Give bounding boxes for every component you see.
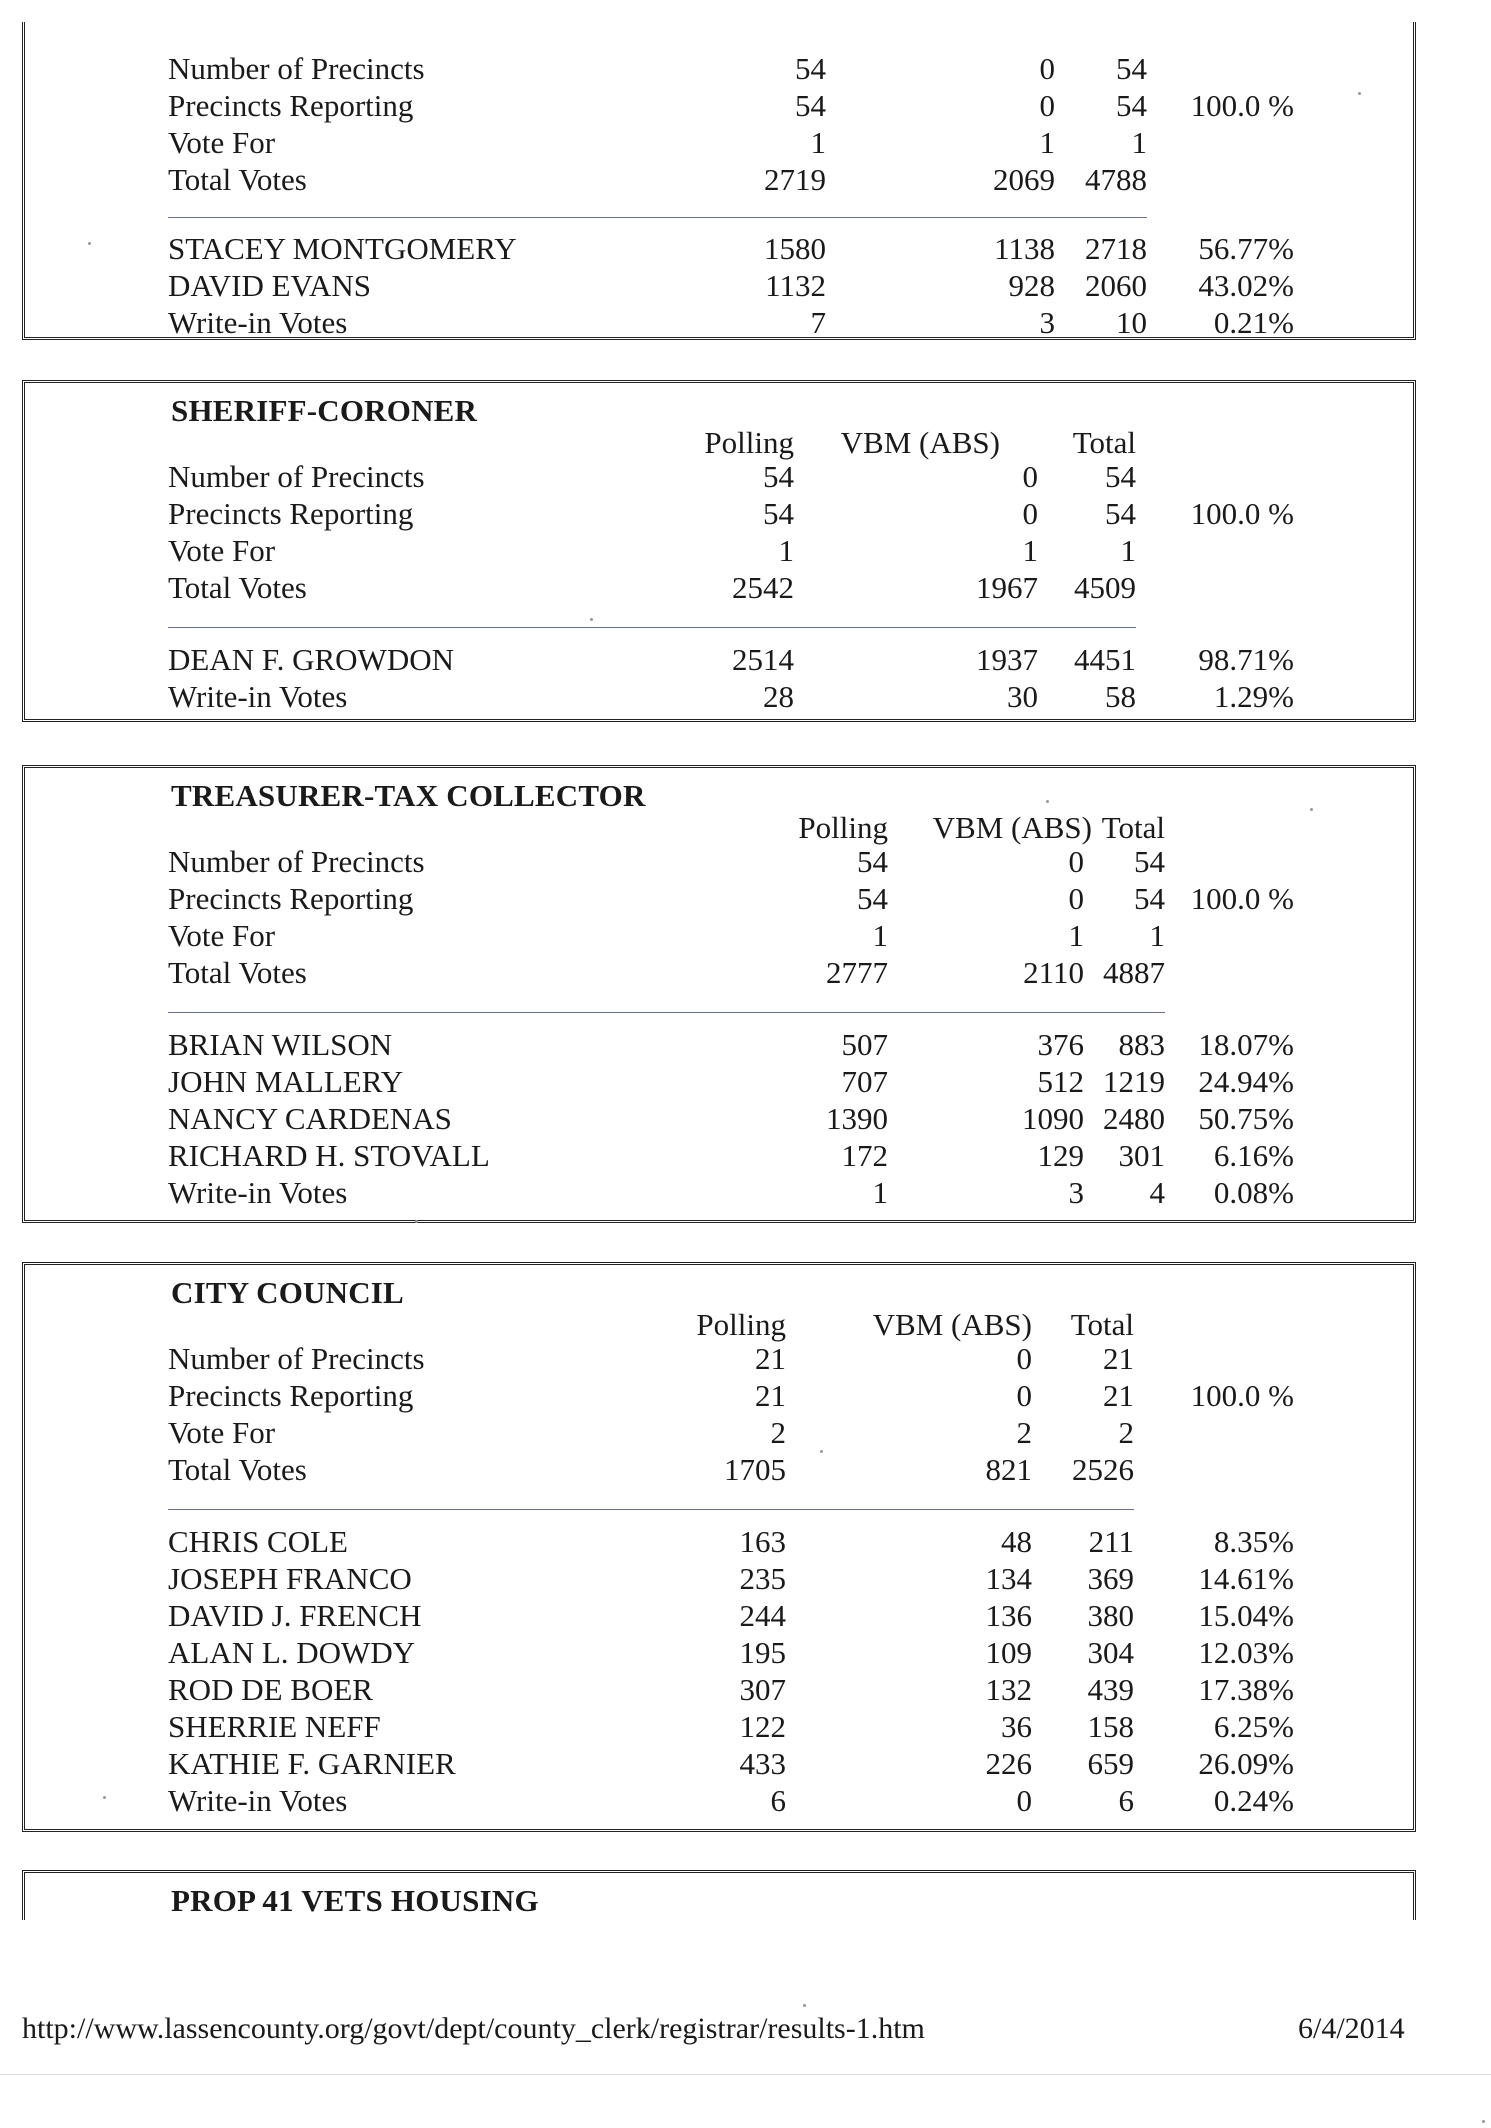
vbm-value: 0	[1039, 51, 1055, 86]
polling-value: 1	[778, 533, 794, 568]
percent-value: 0.08%	[1213, 1175, 1294, 1210]
percent-value: 100.0 %	[1190, 881, 1294, 916]
candidate-row	[25, 642, 1413, 679]
polling-value: 1	[872, 1175, 888, 1210]
row-label: Total Votes	[168, 162, 307, 197]
percent-value: 18.07%	[1198, 1027, 1294, 1062]
total-value: 883	[1118, 1027, 1165, 1062]
stat-row	[25, 1415, 1413, 1452]
candidate-row	[25, 1635, 1413, 1672]
race-title: TREASURER-TAX COLLECTOR	[171, 778, 646, 813]
vbm-value: 1967	[976, 570, 1038, 605]
candidate-row	[25, 268, 1413, 305]
percent-value: 17.38%	[1198, 1672, 1294, 1707]
scan-speck	[803, 2004, 806, 2007]
row-label: Vote For	[168, 533, 276, 568]
vbm-value: 0	[1016, 1378, 1032, 1413]
stat-row	[25, 496, 1413, 533]
row-label: Precincts Reporting	[168, 88, 414, 123]
vbm-value: 512	[1037, 1064, 1084, 1099]
polling-value: 1580	[764, 231, 826, 266]
row-label: SHERRIE NEFF	[168, 1709, 381, 1744]
percent-value: 0.24%	[1213, 1783, 1294, 1818]
candidate-row	[25, 1783, 1413, 1820]
candidate-row	[25, 1027, 1413, 1064]
total-value: 439	[1087, 1672, 1134, 1707]
polling-value: 707	[841, 1064, 888, 1099]
scan-speck	[1358, 92, 1361, 95]
total-value: 2718	[1085, 231, 1147, 266]
stat-row	[25, 1378, 1413, 1415]
polling-value: 163	[739, 1524, 786, 1559]
vbm-value: 0	[1022, 459, 1038, 494]
percent-value: 6.16%	[1213, 1138, 1294, 1173]
race-title: CITY COUNCIL	[171, 1275, 404, 1310]
vbm-value: 30	[1007, 679, 1038, 714]
total-value: 158	[1087, 1709, 1134, 1744]
race-section	[22, 1262, 1416, 1832]
candidate-row	[25, 679, 1413, 716]
percent-value: 1.29%	[1213, 679, 1294, 714]
row-label: Total Votes	[168, 955, 307, 990]
polling-value: 7	[810, 305, 826, 340]
vbm-value: 3	[1039, 305, 1055, 340]
total-value: 659	[1087, 1746, 1134, 1781]
vbm-value: 109	[985, 1635, 1032, 1670]
column-headers	[25, 1307, 1413, 1344]
polling-value: 1	[810, 125, 826, 160]
polling-value: 172	[841, 1138, 888, 1173]
total-value: 4887	[1103, 955, 1165, 990]
page-bottom-rule	[0, 2074, 1491, 2075]
stat-row	[25, 1452, 1413, 1489]
scan-speck	[415, 1220, 418, 1223]
total-value: 54	[1105, 496, 1136, 531]
percent-value: 100.0 %	[1190, 496, 1294, 531]
stat-row	[25, 125, 1413, 162]
row-label: Write-in Votes	[168, 305, 348, 340]
polling-value: 2719	[764, 162, 826, 197]
total-value: 1	[1149, 918, 1165, 953]
race-section	[22, 1870, 1416, 1920]
row-label: JOSEPH FRANCO	[168, 1561, 412, 1596]
stat-row	[25, 844, 1413, 881]
vbm-value: 821	[985, 1452, 1032, 1487]
vbm-value: 48	[1001, 1524, 1032, 1559]
total-value: 301	[1118, 1138, 1165, 1173]
stat-row	[25, 88, 1413, 125]
scan-speck	[1310, 808, 1313, 811]
row-label: Vote For	[168, 125, 276, 160]
row-label: Number of Precincts	[168, 459, 425, 494]
total-value: 54	[1116, 51, 1147, 86]
vbm-value: 1090	[1022, 1101, 1084, 1136]
stat-row	[25, 881, 1413, 918]
total-value: 58	[1105, 679, 1136, 714]
total-value: 21	[1103, 1341, 1134, 1376]
polling-value: 54	[795, 51, 826, 86]
total-value: 54	[1134, 844, 1165, 879]
header-vbm: VBM (ABS)	[932, 810, 1092, 845]
scan-speck	[820, 1450, 823, 1453]
candidate-row	[25, 1175, 1413, 1212]
stat-row	[25, 459, 1413, 496]
polling-value: 2542	[732, 570, 794, 605]
polling-value: 2777	[826, 955, 888, 990]
vbm-value: 2	[1016, 1415, 1032, 1450]
candidate-row	[25, 1672, 1413, 1709]
vbm-value: 1138	[994, 231, 1055, 266]
vbm-value: 0	[1039, 88, 1055, 123]
row-label: BRIAN WILSON	[168, 1027, 393, 1062]
total-value: 54	[1116, 88, 1147, 123]
race-section	[22, 380, 1416, 722]
row-label: Total Votes	[168, 570, 307, 605]
vbm-value: 0	[1068, 881, 1084, 916]
candidate-row	[25, 1746, 1413, 1783]
separator-rule	[168, 217, 1147, 218]
vbm-value: 0	[1068, 844, 1084, 879]
total-value: 6	[1118, 1783, 1134, 1818]
header-vbm: VBM (ABS)	[872, 1307, 1032, 1342]
row-label: Precincts Reporting	[168, 496, 414, 531]
percent-value: 12.03%	[1198, 1635, 1294, 1670]
header-total: Total	[1101, 810, 1165, 845]
polling-value: 1	[872, 918, 888, 953]
scan-speck	[103, 1796, 106, 1799]
vbm-value: 2110	[1023, 955, 1084, 990]
header-total: Total	[1072, 425, 1136, 460]
vbm-value: 376	[1037, 1027, 1084, 1062]
total-value: 4	[1149, 1175, 1165, 1210]
total-value: 54	[1105, 459, 1136, 494]
separator-rule	[168, 1012, 1165, 1013]
percent-value: 26.09%	[1198, 1746, 1294, 1781]
vbm-value: 928	[1008, 268, 1055, 303]
separator-rule	[168, 627, 1136, 628]
polling-value: 1390	[826, 1101, 888, 1136]
vbm-value: 136	[985, 1598, 1032, 1633]
total-value: 4451	[1074, 642, 1136, 677]
header-polling: Polling	[696, 1307, 786, 1342]
row-label: RICHARD H. STOVALL	[168, 1138, 490, 1173]
row-label: Vote For	[168, 918, 276, 953]
vbm-value: 132	[985, 1672, 1032, 1707]
header-polling: Polling	[704, 425, 794, 460]
polling-value: 54	[857, 881, 888, 916]
vbm-value: 0	[1016, 1783, 1032, 1818]
stat-row	[25, 570, 1413, 607]
polling-value: 21	[755, 1341, 786, 1376]
stat-row	[25, 955, 1413, 992]
stat-row	[25, 162, 1413, 199]
polling-value: 54	[763, 496, 794, 531]
scan-speck	[1046, 800, 1049, 803]
row-label: Number of Precincts	[168, 51, 425, 86]
footer-date: 6/4/2014	[1298, 2012, 1405, 2045]
total-value: 304	[1087, 1635, 1134, 1670]
polling-value: 54	[795, 88, 826, 123]
stat-row	[25, 51, 1413, 88]
percent-value: 6.25%	[1213, 1709, 1294, 1744]
row-label: ALAN L. DOWDY	[168, 1635, 416, 1670]
stat-row	[25, 918, 1413, 955]
row-label: KATHIE F. GARNIER	[168, 1746, 456, 1781]
row-label: DAVID EVANS	[168, 268, 371, 303]
row-label: Number of Precincts	[168, 844, 425, 879]
scan-speck	[88, 242, 91, 245]
vbm-value: 0	[1016, 1341, 1032, 1376]
polling-value: 1132	[765, 268, 826, 303]
percent-value: 0.21%	[1213, 305, 1294, 340]
race-title: SHERIFF-CORONER	[171, 393, 478, 428]
candidate-row	[25, 1064, 1413, 1101]
polling-value: 28	[763, 679, 794, 714]
percent-value: 100.0 %	[1190, 88, 1294, 123]
polling-value: 6	[770, 1783, 786, 1818]
percent-value: 56.77%	[1198, 231, 1294, 266]
stat-row	[25, 1341, 1413, 1378]
scan-speck	[1482, 2120, 1485, 2123]
polling-value: 21	[755, 1378, 786, 1413]
percent-value: 8.35%	[1213, 1524, 1294, 1559]
candidate-row	[25, 305, 1413, 342]
percent-value: 14.61%	[1198, 1561, 1294, 1596]
polling-value: 235	[739, 1561, 786, 1596]
total-value: 54	[1134, 881, 1165, 916]
candidate-row	[25, 1598, 1413, 1635]
vbm-value: 226	[985, 1746, 1032, 1781]
race-title: PROP 41 VETS HOUSING	[171, 1883, 539, 1918]
total-value: 2526	[1072, 1452, 1134, 1487]
polling-value: 2	[770, 1415, 786, 1450]
separator-rule	[168, 1509, 1134, 1510]
polling-value: 2514	[732, 642, 794, 677]
row-label: Total Votes	[168, 1452, 307, 1487]
race-section	[22, 765, 1416, 1223]
candidate-row	[25, 1101, 1413, 1138]
vbm-value: 3	[1068, 1175, 1084, 1210]
polling-value: 507	[841, 1027, 888, 1062]
header-total: Total	[1070, 1307, 1134, 1342]
row-label: Write-in Votes	[168, 1783, 348, 1818]
row-label: Precincts Reporting	[168, 881, 414, 916]
polling-value: 433	[739, 1746, 786, 1781]
header-vbm: VBM (ABS)	[840, 425, 1000, 460]
row-label: Write-in Votes	[168, 1175, 348, 1210]
column-headers	[25, 425, 1413, 462]
vbm-value: 1937	[976, 642, 1038, 677]
total-value: 21	[1103, 1378, 1134, 1413]
total-value: 1219	[1103, 1064, 1165, 1099]
total-value: 2060	[1085, 268, 1147, 303]
percent-value: 98.71%	[1198, 642, 1294, 677]
column-headers	[25, 810, 1413, 847]
polling-value: 1705	[724, 1452, 786, 1487]
candidate-row	[25, 1524, 1413, 1561]
percent-value: 43.02%	[1198, 268, 1294, 303]
total-value: 10	[1116, 305, 1147, 340]
total-value: 2480	[1103, 1101, 1165, 1136]
row-label: STACEY MONTGOMERY	[168, 231, 517, 266]
row-label: Vote For	[168, 1415, 276, 1450]
candidate-row	[25, 1709, 1413, 1746]
race-section	[22, 22, 1416, 340]
stat-row	[25, 533, 1413, 570]
total-value: 380	[1087, 1598, 1134, 1633]
total-value: 4788	[1085, 162, 1147, 197]
row-label: Number of Precincts	[168, 1341, 425, 1376]
footer-url: http://www.lassencounty.org/govt/dept/county_clerk/registrar/results-1.htm	[22, 2012, 925, 2045]
vbm-value: 129	[1037, 1138, 1084, 1173]
total-value: 4509	[1074, 570, 1136, 605]
vbm-value: 1	[1039, 125, 1055, 160]
total-value: 1	[1131, 125, 1147, 160]
total-value: 211	[1088, 1524, 1134, 1559]
polling-value: 54	[763, 459, 794, 494]
total-value: 2	[1118, 1415, 1134, 1450]
vbm-value: 1	[1022, 533, 1038, 568]
scan-speck	[590, 618, 593, 621]
candidate-row	[25, 1138, 1413, 1175]
total-value: 369	[1087, 1561, 1134, 1596]
candidate-row	[25, 231, 1413, 268]
row-label: JOHN MALLERY	[168, 1064, 404, 1099]
polling-value: 54	[857, 844, 888, 879]
percent-value: 15.04%	[1198, 1598, 1294, 1633]
row-label: DAVID J. FRENCH	[168, 1598, 422, 1633]
vbm-value: 134	[985, 1561, 1032, 1596]
polling-value: 195	[739, 1635, 786, 1670]
row-label: ROD DE BOER	[168, 1672, 373, 1707]
row-label: Precincts Reporting	[168, 1378, 414, 1413]
row-label: NANCY CARDENAS	[168, 1101, 452, 1136]
row-label: Write-in Votes	[168, 679, 348, 714]
polling-value: 122	[739, 1709, 786, 1744]
polling-value: 307	[739, 1672, 786, 1707]
percent-value: 50.75%	[1198, 1101, 1294, 1136]
row-label: CHRIS COLE	[168, 1524, 348, 1559]
vbm-value: 0	[1022, 496, 1038, 531]
percent-value: 24.94%	[1198, 1064, 1294, 1099]
percent-value: 100.0 %	[1190, 1378, 1294, 1413]
total-value: 1	[1120, 533, 1136, 568]
vbm-value: 2069	[993, 162, 1055, 197]
candidate-row	[25, 1561, 1413, 1598]
header-polling: Polling	[798, 810, 888, 845]
row-label: DEAN F. GROWDON	[168, 642, 454, 677]
polling-value: 244	[739, 1598, 786, 1633]
vbm-value: 36	[1001, 1709, 1032, 1744]
vbm-value: 1	[1068, 918, 1084, 953]
